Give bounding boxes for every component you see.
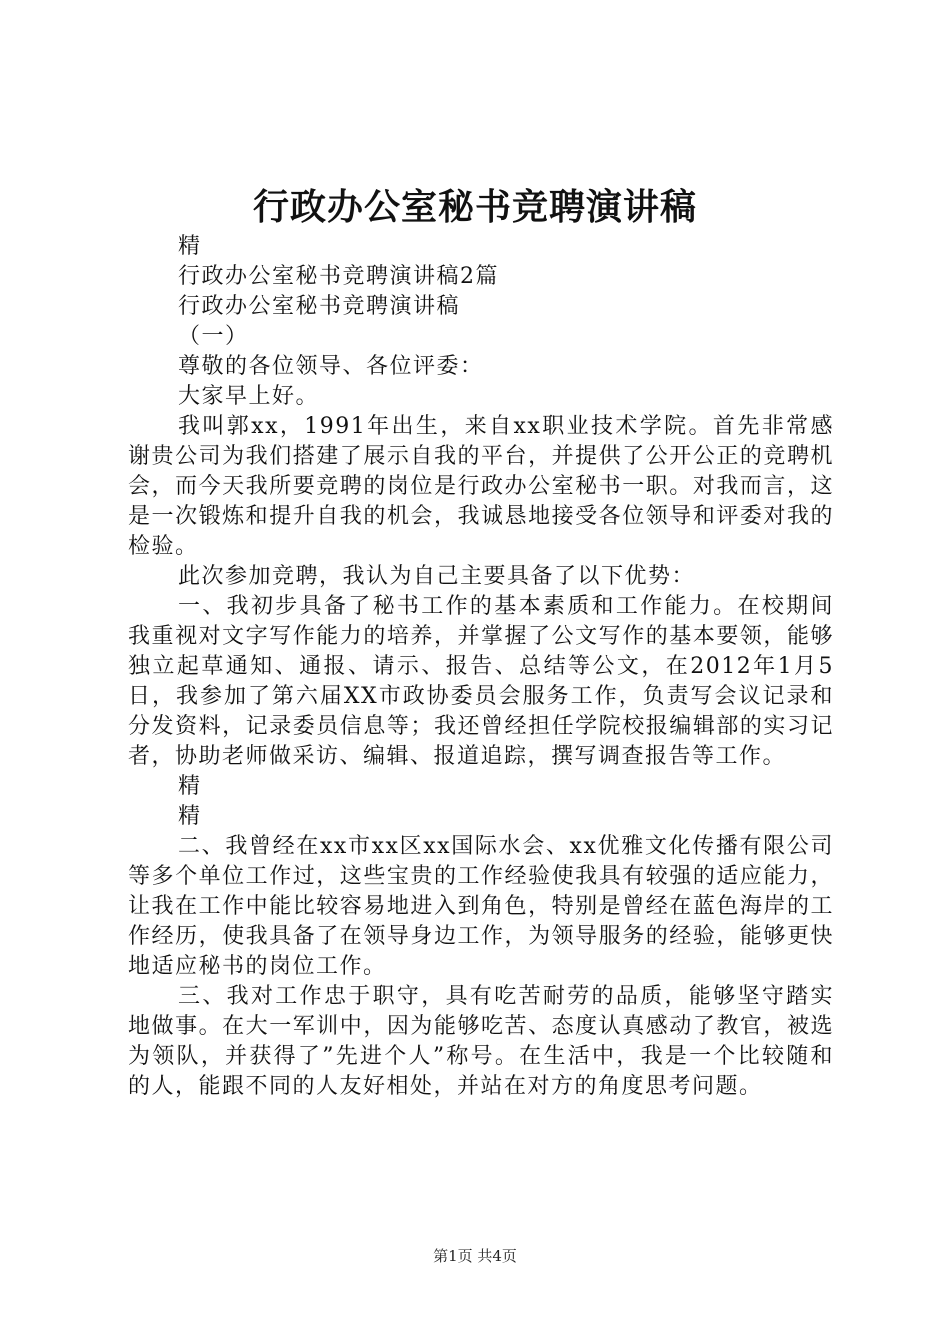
paragraph-salutation: 尊敬的各位领导、各位评委： [178,354,484,379]
paragraph-advantage-3: 三、我对工作忠于职守，具有吃苦耐劳的品质，能够坚守踏实地做事。在大一军训中，因为能够吃苦、态度认真感动了教官，被选为领队，并获得了”先进个人”称号。在生活中，我是一个比较随和的人，能跟不同的人友好相处，并站在对方的角度思考问题。 [128,984,834,1099]
paragraph-introduction: 我叫郭xx，1991年出生，来自xx职业技术学院。首先非常感谢贵公司为我们搭建了展示自我的平台，并提供了公开公正的竞聘机会，而今天我所要竞聘的岗位是行政办公室秘书一职。对我而言，这是一次锻炼和提升自我的机会，我诚恳地接受各位领导和评委对我的检验。 [128,414,834,559]
paragraph-greeting: 大家早上好。 [178,384,320,409]
paragraph-heading: 行政办公室秘书竞聘演讲稿 [178,294,461,319]
paragraph-section-number: （一） [178,324,249,349]
paragraph-subtitle: 行政办公室秘书竞聘演讲稿2篇 [178,264,499,289]
paragraph-mark: 精 [178,804,202,829]
paragraph-advantage-2: 二、我曾经在xx市xx区xx国际水会、xx优雅文化传播有限公司等多个单位工作过，这些宝贵的工作经验使我具有较强的适应能力，让我在工作中能比较容易地进入到角色，特别是曾经在蓝色海岸的工作经历，使我具备了在领导身边工作，为领导服务的经验，能够更快地适应秘书的岗位工作。 [128,834,834,979]
paragraph-mark: 精 [178,234,202,259]
page-footer: 第1页 共4页 [433,1247,517,1265]
document-title: 行政办公室秘书竞聘演讲稿 [252,186,697,228]
paragraph-mark: 精 [178,774,202,799]
document-body [128,232,834,1102]
paragraph-advantages-intro: 此次参加竞聘，我认为自己主要具备了以下优势： [178,564,696,589]
paragraph-advantage-1: 一、我初步具备了秘书工作的基本素质和工作能力。在校期间我重视对文字写作能力的培养，并掌握了公文写作的基本要领，能够独立起草通知、通报、请示、报告、总结等公文，在2012年1月5日，我参加了第六届XX市政协委员会服务工作，负责写会议记录和分发资料，记录委员信息等；我还曾经担任学院校报编辑部的实习记者，协助老师做采访、编辑、报道追踪，撰写调查报告等工作。 [128,594,834,769]
